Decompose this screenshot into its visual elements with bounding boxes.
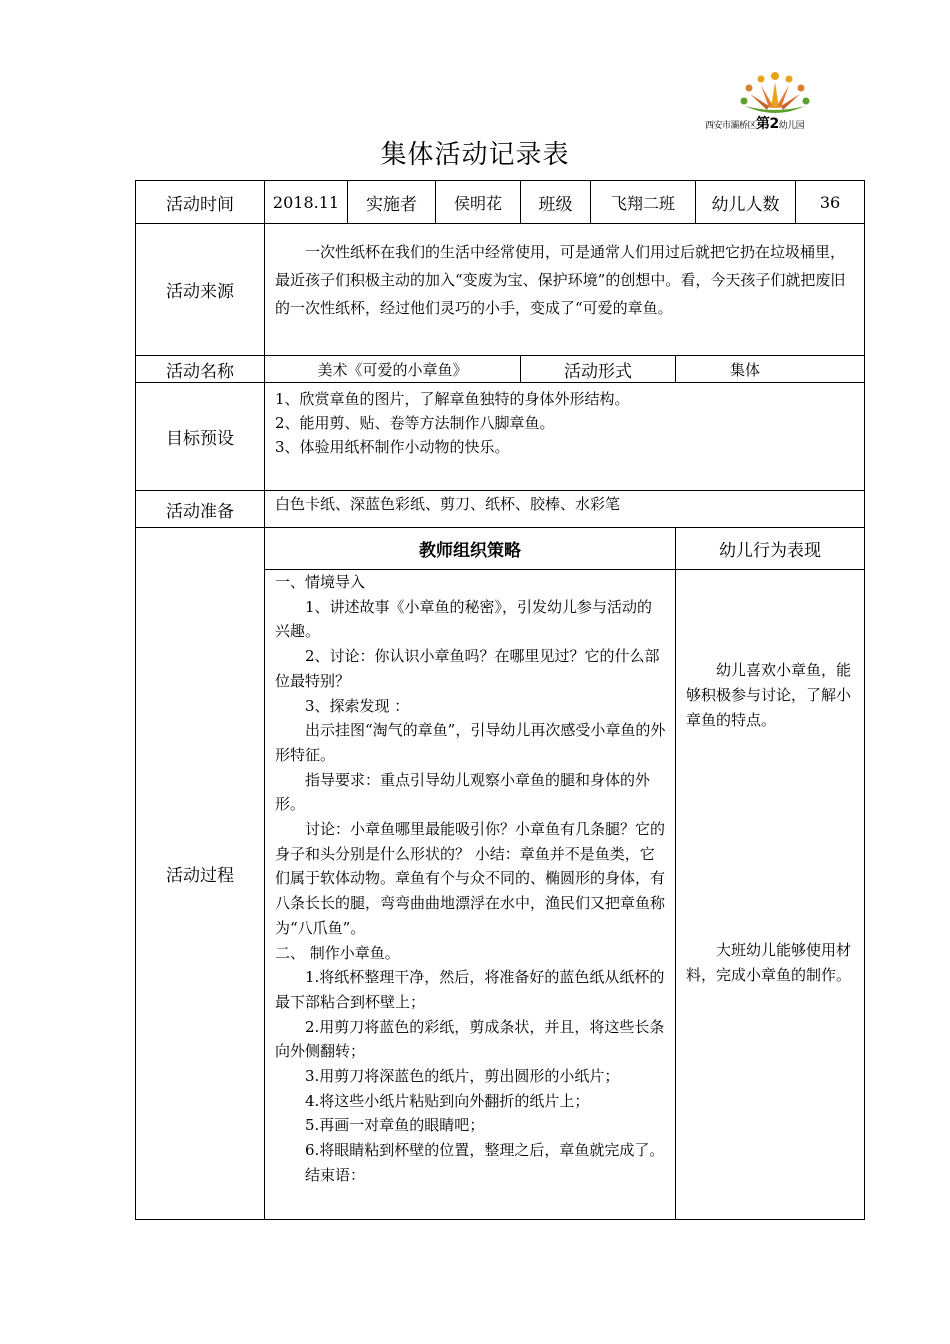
strategy-line: 1.将纸杯整理干净，然后，将准备好的蓝色纸从纸杯的最下部粘合到杯壁上； [275,968,665,1011]
strategy-line: 2.用剪刀将蓝色的彩纸，剪成条状，并且，将这些长条向外侧翻转； [275,1017,665,1061]
strategy-line: 2、讨论：你认识小章鱼吗？在哪里见过？它的什么部位最特别？ [275,647,660,690]
time-label: 活动时间 [136,181,265,224]
prep-text: 白色卡纸、深蓝色彩纸、剪刀、纸杯、胶棒、水彩笔 [265,491,865,528]
page-title: 集体活动记录表 [380,140,570,170]
activity-form-label: 活动形式 [521,356,676,383]
strategy-line: 3、探索发现 ： [305,696,410,715]
behavior-note: 大班幼儿能够使用材料，完成小章鱼的制作。 [686,941,852,984]
goal-item: 1、欣赏章鱼的图片，了解章鱼独特的身体外形结构。 [275,390,630,408]
strategy-header: 教师组织策略 [265,528,676,570]
strategy-line: 讨论：小章鱼哪里最能吸引你？小章鱼有几条腿？它的身子和头分别是什么形状的？ 小结：章鱼并不是鱼类，它们属于软体动物。章鱼有个与众不同的、椭圆形的身体，有八条长长的腿，弯弯曲曲地漂浮在水中，渔民们又把章鱼称为“八爪鱼”。 [275,820,666,937]
class-label: 班级 [521,181,591,224]
time-value: 2018.11 [265,181,348,224]
kindergarten-name: 西安市灞桥区第2幼儿园 [705,116,805,132]
strategy-line: 3.用剪刀将深蓝色的纸片，剪出圆形的小纸片； [305,1067,620,1086]
strategy-content [265,570,676,1220]
goals-list [265,383,865,491]
source-label: 活动来源 [136,224,265,356]
behavior-note: 幼儿喜欢小章鱼，能够积极参与讨论，了解小章鱼的特点。 [686,661,852,729]
activity-name-label: 活动名称 [136,356,265,383]
strategy-line: 出示挂图“淘气的章鱼”，引导幼儿再次感受小章鱼的外形特征。 [275,721,666,764]
executor-label: 实施者 [348,181,436,224]
behavior-content [676,570,865,1220]
count-label: 幼儿人数 [696,181,796,224]
strategy-line: 结束语： [305,1165,366,1184]
strategy-line: 4.将这些小纸片粘贴到向外翻折的纸片上； [305,1091,590,1110]
strategy-line: 一、情境导入 [275,573,366,591]
behavior-header: 幼儿行为表现 [676,528,865,570]
strategy-line: 5.再画一对章鱼的眼睛吧； [305,1116,485,1135]
goal-item: 2、能用剪、贴、卷等方法制作八脚章鱼。 [275,414,555,432]
count-value: 36 [796,181,865,224]
goals-label: 目标预设 [136,383,265,491]
executor-value: 侯明花 [436,181,521,224]
process-label: 活动过程 [136,528,265,1220]
record-table [135,180,865,1220]
activity-name-value: 美术《可爱的小章鱼》 [265,356,521,383]
strategy-line: 6.将眼睛粘到杯壁的位置，整理之后，章鱼就完成了。 [305,1141,665,1160]
source-text: 一次性纸杯在我们的生活中经常使用，可是通常人们用过后就把它扔在垃圾桶里，最近孩子们积极主动的加入“变废为宝、保护环境”的创想中。看，今天孩子们就把废旧的一次性纸杯，经过他们灵巧的小手，变成了“可爱的章鱼。 [265,224,865,356]
class-value: 飞翔二班 [591,181,696,224]
activity-form-value: 集体 [676,356,865,383]
strategy-line: 二、 制作小章鱼。 [275,943,400,962]
goal-item: 3、体验用纸杯制作小动物的快乐。 [275,438,510,456]
strategy-line: 1、讲述故事《小章鱼的秘密》，引发幼儿参与活动的兴趣。 [275,597,653,641]
prep-label: 活动准备 [136,491,265,528]
strategy-line: 指导要求：重点引导幼儿观察小章鱼的腿和身体的外形。 [275,770,651,814]
